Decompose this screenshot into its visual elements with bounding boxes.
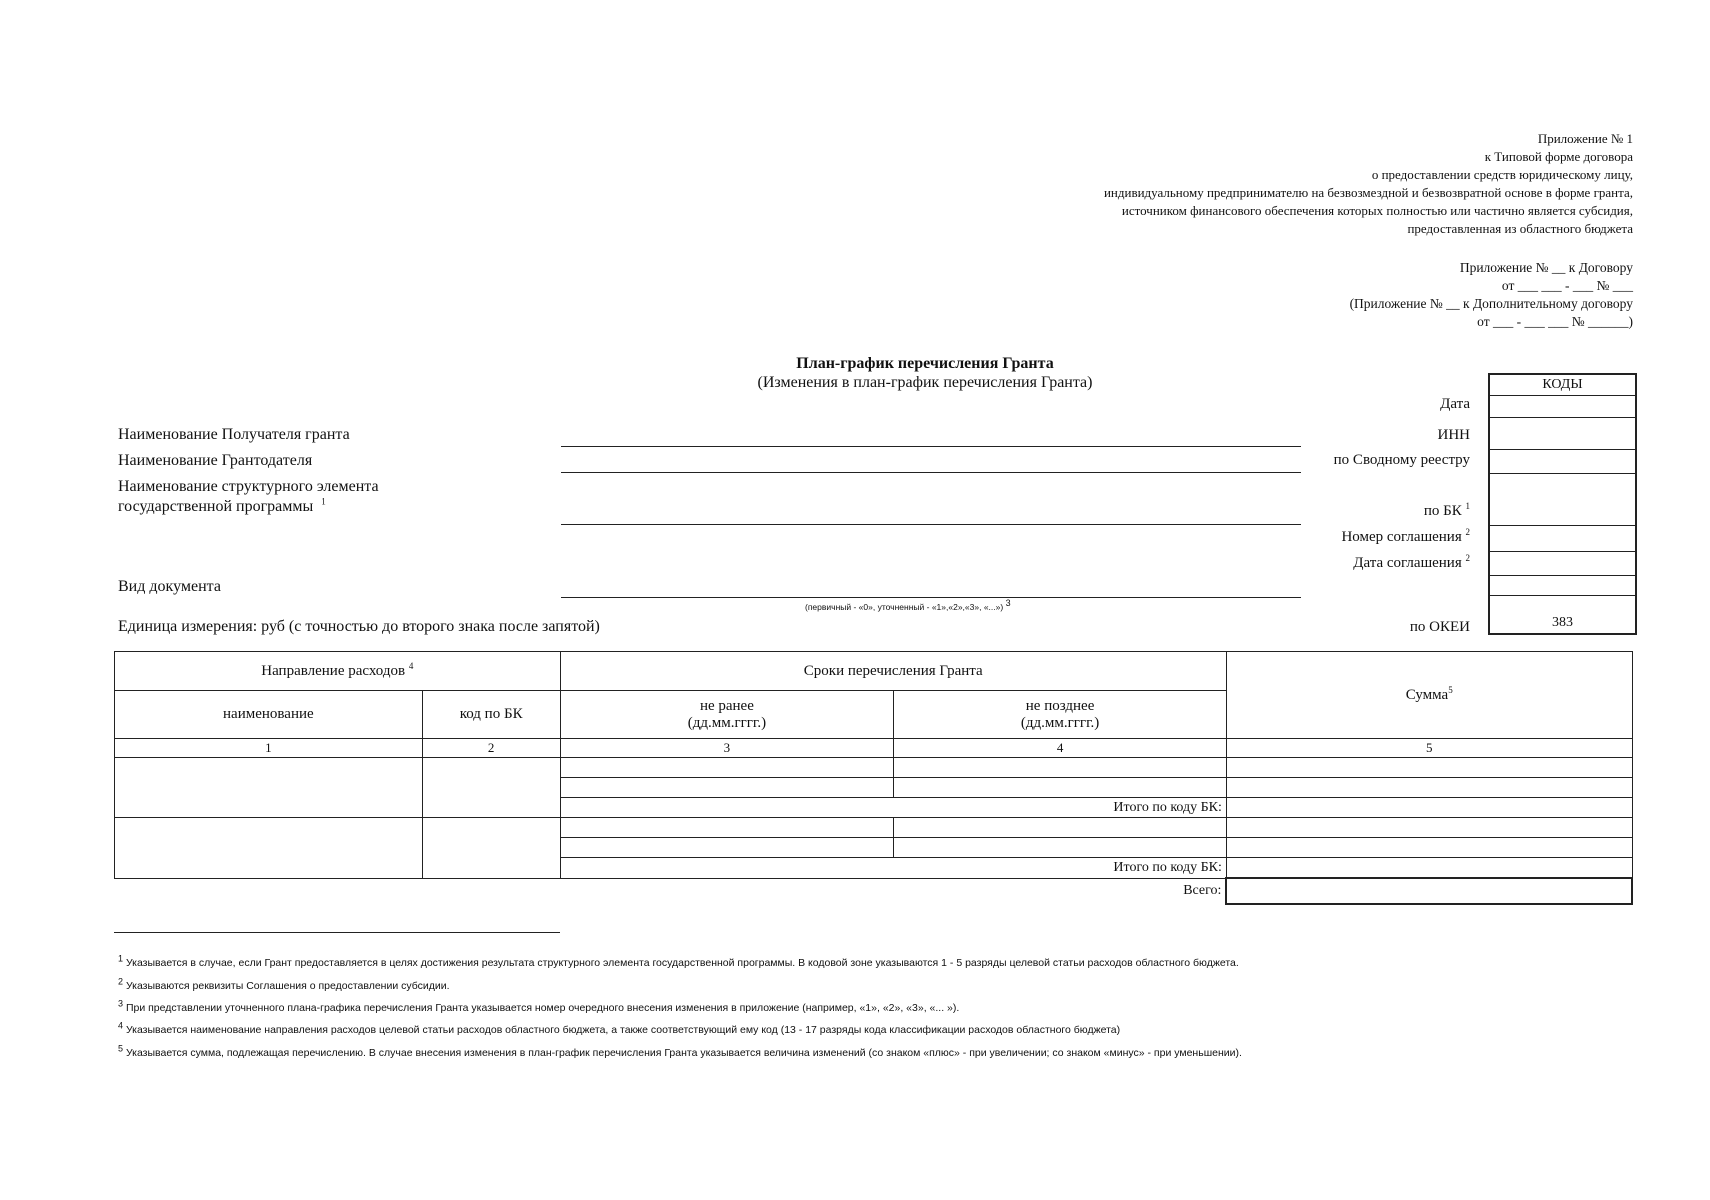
- cell-not-later[interactable]: [894, 818, 1227, 838]
- reference-line: (Приложение № __ к Дополнительному договору: [1349, 296, 1633, 311]
- th-direction-text: Направление расходов: [261, 662, 406, 679]
- contract-reference: [1350, 259, 1633, 331]
- cell-not-earlier[interactable]: [560, 778, 894, 798]
- codes-box: [1488, 373, 1637, 635]
- doc-type-hint-text: (первичный - «0», уточненный - «1»,«2»,«3», «...»): [805, 602, 1004, 612]
- title-main: План-график перечисления Гранта: [796, 355, 1054, 372]
- codes-header: КОДЫ: [1542, 377, 1583, 392]
- doc-type-label: Вид документа: [118, 578, 221, 595]
- doc-type-line[interactable]: [561, 597, 1301, 598]
- element-label-line2: государственной программы: [118, 498, 314, 515]
- code-label-date: Дата: [1440, 396, 1470, 412]
- code-cell-inn[interactable]: [1490, 417, 1635, 449]
- code-label-agreement-number-sup: 2: [1465, 527, 1470, 537]
- footnote: [118, 953, 1239, 970]
- grantor-label: Наименование Грантодателя: [118, 452, 313, 469]
- grantor-line[interactable]: [561, 472, 1301, 473]
- code-label-inn: ИНН: [1437, 427, 1470, 443]
- th-sum: [1226, 652, 1632, 739]
- th-sum-text: Сумма: [1405, 686, 1449, 703]
- col-number: 3: [560, 739, 894, 758]
- code-label-okei: по ОКЕИ: [1409, 619, 1470, 635]
- code-label-agreement-date-sup: 2: [1465, 553, 1470, 563]
- cell-sum[interactable]: [1226, 838, 1632, 858]
- appendix-line: источником финансового обеспечения которых полностью или частично является субсидия,: [1121, 203, 1633, 218]
- code-cell-okei: 383: [1490, 595, 1635, 633]
- cell-code-bk[interactable]: [422, 818, 560, 879]
- element-line[interactable]: [561, 524, 1301, 525]
- footnote: [118, 1020, 1121, 1037]
- code-label-bk-text: по БК: [1423, 503, 1462, 519]
- appendix-line: к Типовой форме договора: [1484, 149, 1633, 164]
- col-number: 1: [115, 739, 423, 758]
- code-cell-agreement-number[interactable]: [1490, 525, 1635, 551]
- code-cell-date[interactable]: [1490, 395, 1635, 417]
- footnote-text: Указывается в случае, если Грант предоставляется в целях достижения результата структурного элемента государственной программы. В кодовой зоне указываются 1 - 5 разряды целевой статьи расходов областного бюджета.: [125, 957, 1239, 969]
- grant-schedule-table: [114, 651, 1633, 905]
- cell-code-bk[interactable]: [422, 758, 560, 818]
- cell-subtotal-sum[interactable]: [1226, 798, 1632, 818]
- title-sub: (Изменения в план-график перечисления Гранта): [757, 374, 1093, 391]
- cell-not-earlier[interactable]: [560, 818, 894, 838]
- footnote-number: 5: [118, 1043, 124, 1054]
- recipient-label: Наименование Получателя гранта: [118, 426, 350, 443]
- reference-line: Приложение № __ к Договору: [1459, 260, 1633, 275]
- th-not-earlier-fmt: (дд.мм.гггг.): [687, 714, 767, 731]
- cell-not-later[interactable]: [894, 838, 1227, 858]
- code-cell-bk[interactable]: [1490, 473, 1635, 525]
- reference-line: от ___ ___ - ___ № ___: [1501, 278, 1633, 293]
- cell-sum[interactable]: [1226, 758, 1632, 778]
- th-not-later: [894, 691, 1227, 739]
- th-code-bk: код по БК: [422, 691, 560, 739]
- appendix-line: о предоставлении средств юридическому лицу,: [1371, 167, 1633, 182]
- col-number: 4: [894, 739, 1227, 758]
- total-label: Всего:: [115, 878, 1227, 904]
- code-cell-agreement-date[interactable]: [1490, 551, 1635, 575]
- code-label-registry: по Сводному реестру: [1333, 452, 1470, 468]
- code-label-agreement-number-text: Номер соглашения: [1341, 529, 1462, 545]
- th-direction-sup: 4: [408, 660, 414, 671]
- footnote-number: 3: [118, 998, 124, 1009]
- element-label: [118, 477, 379, 517]
- th-terms: Сроки перечисления Гранта: [560, 652, 1226, 691]
- cell-sum[interactable]: [1226, 778, 1632, 798]
- code-label-bk: [1424, 501, 1470, 521]
- footnote-text: Указывается сумма, подлежащая перечислению. В случае внесения изменения в план-график перечисления Гранта указывается величина изменений (со знаком «плюс» - при увеличении; со знаком «минус» - при уменьшении).: [125, 1047, 1242, 1059]
- th-not-later-fmt: (дд.мм.гггг.): [1020, 714, 1100, 731]
- cell-subtotal-sum[interactable]: [1226, 858, 1632, 879]
- code-label-bk-sup: 1: [1465, 501, 1470, 511]
- col-number: 5: [1226, 739, 1632, 758]
- footnote-separator: [114, 932, 560, 933]
- footnote: [118, 1043, 1242, 1060]
- appendix-line: предоставленная из областного бюджета: [1407, 221, 1633, 236]
- unit-label: Единица измерения: руб (с точностью до второго знака после запятой): [118, 618, 600, 635]
- code-cell-doc-type[interactable]: [1490, 575, 1635, 595]
- th-not-earlier: [560, 691, 894, 739]
- cell-not-later[interactable]: [894, 778, 1227, 798]
- cell-not-earlier[interactable]: [560, 758, 894, 778]
- th-name: наименование: [115, 691, 423, 739]
- cell-name[interactable]: [115, 758, 423, 818]
- footnote: [118, 998, 960, 1015]
- recipient-line[interactable]: [561, 446, 1301, 447]
- col-number: 2: [422, 739, 560, 758]
- th-not-later-text: не позднее: [1025, 697, 1095, 714]
- th-direction: [115, 652, 561, 691]
- footnote-number: 2: [118, 976, 124, 987]
- appendix-line: индивидуальному предпринимателю на безвозмездной и безвозвратной основе в форме гранта,: [1103, 185, 1633, 200]
- code-label-agreement-number: [1341, 527, 1470, 547]
- footnote-text: При представлении уточненного плана-графика перечисления Гранта указывается номер очередного внесения изменения в приложение (например, «1», «2», «3», «... »).: [125, 1002, 960, 1014]
- doc-type-hint-sup: 3: [1005, 598, 1011, 609]
- footnote-text: Указывается наименование направления расходов целевой статьи расходов областного бюджета, а также соответствующий ему код (13 - 17 разряды кода классификации расходов областного бюджета): [125, 1024, 1121, 1036]
- code-cell-registry[interactable]: [1490, 449, 1635, 473]
- element-label-line1: Наименование структурного элемента: [118, 478, 379, 495]
- footnote-number: 1: [118, 953, 124, 964]
- footnote: [118, 976, 450, 993]
- th-sum-sup: 5: [1448, 684, 1453, 695]
- code-label-agreement-date-text: Дата соглашения: [1353, 555, 1462, 571]
- cell-total-sum[interactable]: [1226, 878, 1632, 904]
- appendix-header: [1104, 130, 1633, 238]
- th-not-earlier-text: не ранее: [699, 697, 754, 714]
- footnote-number: 4: [118, 1020, 124, 1031]
- footnote-text: Указываются реквизиты Соглашения о предоставлении субсидии.: [125, 980, 450, 992]
- reference-line: от ___ - ___ ___ № ______): [1477, 314, 1633, 329]
- cell-not-later[interactable]: [894, 758, 1227, 778]
- subtotal-label: Итого по коду БК:: [560, 798, 1226, 818]
- document-title: [0, 354, 1710, 392]
- doc-type-hint: [805, 598, 1011, 612]
- cell-name[interactable]: [115, 818, 423, 879]
- subtotal-label: Итого по коду БК:: [560, 858, 1226, 879]
- cell-not-earlier[interactable]: [560, 838, 894, 858]
- cell-sum[interactable]: [1226, 818, 1632, 838]
- appendix-line: Приложение № 1: [1537, 131, 1633, 146]
- element-footnote-ref: 1: [321, 496, 326, 507]
- code-label-agreement-date: [1353, 553, 1470, 573]
